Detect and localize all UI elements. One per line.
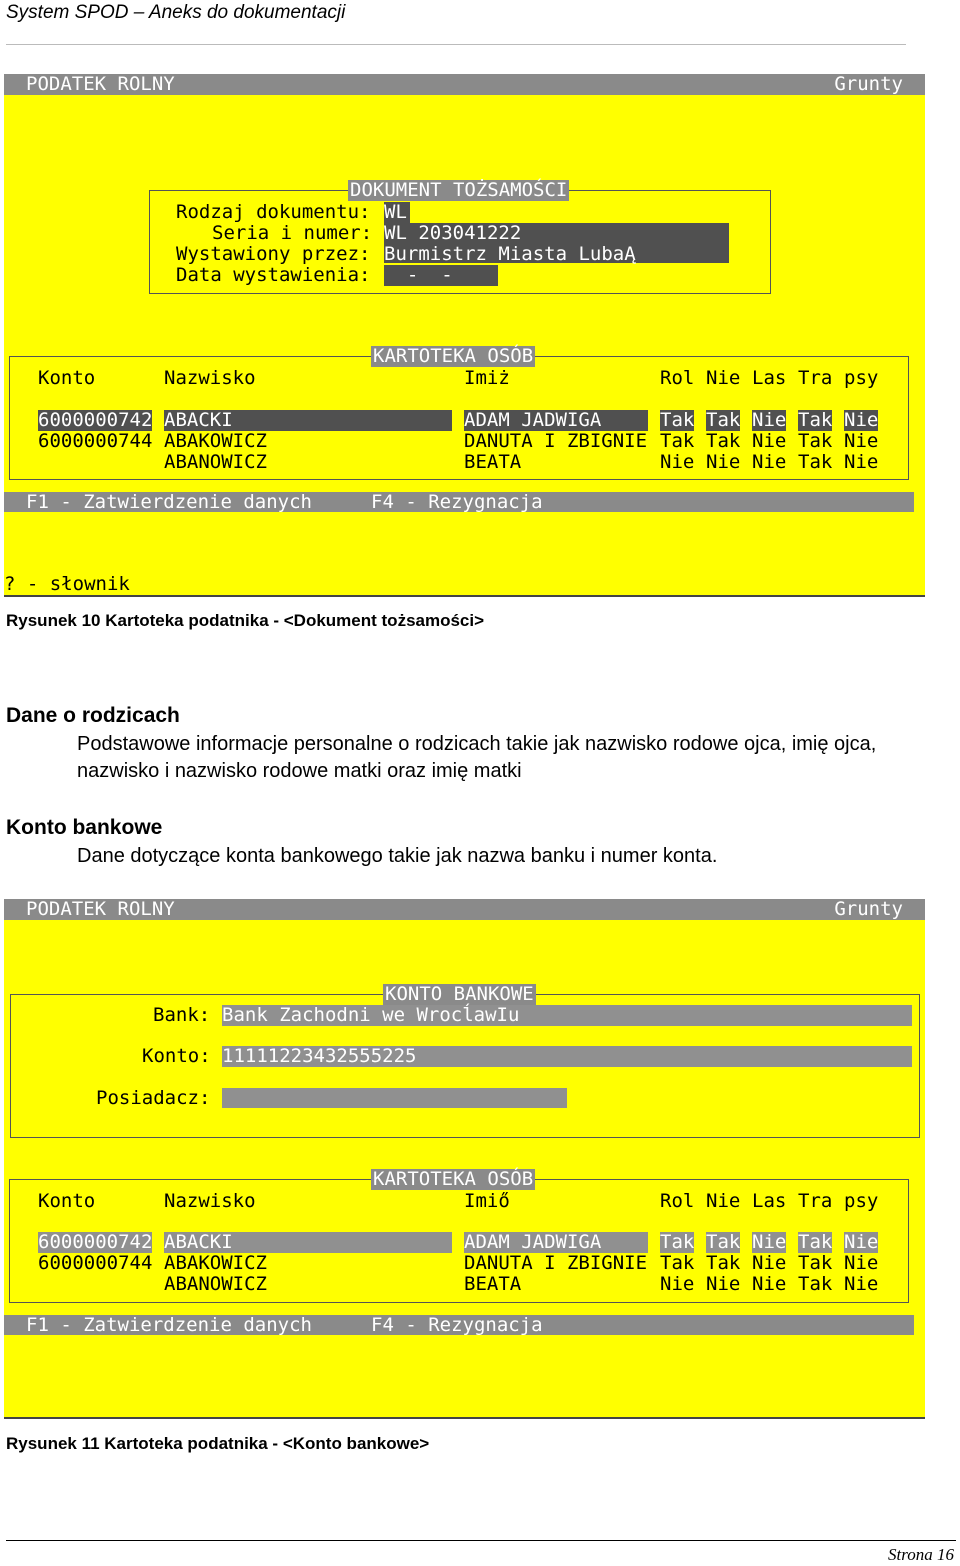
row1-nazwisko[interactable]: ABACKI xyxy=(164,410,452,431)
row1-imie[interactable]: ADAM JADWIGA xyxy=(464,410,648,431)
row3-flag-las[interactable]: Nie xyxy=(752,451,787,473)
col-psy: psy xyxy=(844,1190,879,1212)
row1-konto[interactable]: 6000000742 xyxy=(38,1231,153,1253)
row1-flag-tra[interactable]: Tak xyxy=(798,1231,833,1253)
section-heading-bank: Konto bankowe xyxy=(6,816,163,839)
bank-box-title: KONTO BANKOWE xyxy=(385,983,534,1005)
row2-flag-psy[interactable]: Nie xyxy=(844,430,879,452)
row2-flag-tra[interactable]: Tak xyxy=(798,430,833,452)
row1-flag-psy[interactable]: Nie xyxy=(844,1231,879,1253)
doc-issuer-field[interactable]: Burmistrz Miasta LubaĄ xyxy=(384,243,636,265)
doc-type-label: Rodzaj dokumentu: xyxy=(176,201,371,223)
doc-number-field[interactable]: WL 203041222 xyxy=(384,222,522,244)
function-key-bar xyxy=(4,492,914,512)
row3-flag-nie[interactable]: Nie xyxy=(706,1273,741,1295)
page-number: Strona 16 xyxy=(888,1545,954,1564)
row2-flag-psy[interactable]: Nie xyxy=(844,1252,879,1274)
row1-nazwisko[interactable]: ABACKI xyxy=(164,1232,452,1253)
screen1-bottom-border xyxy=(4,595,925,597)
document-box-title: DOKUMENT TOŻSAMOŚCI xyxy=(350,179,568,201)
row1-flag-las[interactable]: Nie xyxy=(752,1231,787,1253)
row3-flag-tra[interactable]: Tak xyxy=(798,451,833,473)
row3-flag-nie[interactable]: Nie xyxy=(706,451,741,473)
row2-flag-nie[interactable]: Tak xyxy=(706,1252,741,1274)
document-header: System SPOD – Aneks do dokumentacji xyxy=(6,2,346,23)
row2-konto[interactable]: 6000000744 xyxy=(38,430,153,452)
col-nazwisko: Nazwisko xyxy=(164,367,256,389)
app-title: PODATEK ROLNY xyxy=(26,898,175,920)
col-konto: Konto xyxy=(38,367,96,389)
app-title: PODATEK ROLNY xyxy=(26,73,175,95)
col-las: Las xyxy=(752,367,787,389)
owner-label: Posiadacz: xyxy=(96,1087,211,1109)
row2-imie[interactable]: DANUTA I ZBIGNIE xyxy=(464,1252,648,1274)
row3-flag-rol[interactable]: Nie xyxy=(660,1273,695,1295)
row3-imie[interactable]: BEATA xyxy=(464,1273,522,1295)
f1-confirm-key[interactable]: F1 - Zatwierdzenie danych xyxy=(26,491,312,513)
row3-flag-psy[interactable]: Nie xyxy=(844,1273,879,1295)
col-imie: Imiż xyxy=(464,367,510,389)
row3-flag-tra[interactable]: Tak xyxy=(798,1273,833,1295)
figure-caption-11: Rysunek 11 Kartoteka podatnika - <Konto bankowe> xyxy=(6,1434,430,1453)
app-title-bar xyxy=(4,899,925,920)
f4-cancel-key[interactable]: F4 - Rezygnacja xyxy=(371,491,543,513)
row1-flag-nie[interactable]: Tak xyxy=(706,1231,741,1253)
row1-flag-rol[interactable]: Tak xyxy=(660,409,695,431)
section-text-parents: Podstawowe informacje personalne o rodzicach takie jak nazwisko rodowe ojca, imię ojca, nazwisko i nazwisko rodowe matki oraz imię matki xyxy=(77,733,877,782)
row2-imie[interactable]: DANUTA I ZBIGNIE xyxy=(464,430,648,452)
row2-konto[interactable]: 6000000744 xyxy=(38,1252,153,1274)
col-las: Las xyxy=(752,1190,787,1212)
screen2-bottom-border xyxy=(4,1417,925,1419)
account-label: Konto: xyxy=(142,1045,211,1067)
terminal-screen-1 xyxy=(4,74,925,595)
owner-field[interactable] xyxy=(222,1088,567,1108)
row3-nazwisko[interactable]: ABANOWICZ xyxy=(164,1273,267,1295)
app-section: Grunty xyxy=(834,898,903,920)
account-field[interactable]: 11111223432555225 xyxy=(222,1046,912,1067)
col-nie: Nie xyxy=(706,1190,741,1212)
section-heading-parents: Dane o rodzicach xyxy=(6,704,180,727)
row3-flag-las[interactable]: Nie xyxy=(752,1273,787,1295)
f4-cancel-key[interactable]: F4 - Rezygnacja xyxy=(371,1314,543,1336)
row2-flag-rol[interactable]: Tak xyxy=(660,430,695,452)
col-rol: Rol xyxy=(660,1190,695,1212)
header-rule xyxy=(6,44,906,45)
col-psy: psy xyxy=(844,367,879,389)
app-section: Grunty xyxy=(834,73,903,95)
terminal-screen-2 xyxy=(4,899,925,1417)
row3-flag-rol[interactable]: Nie xyxy=(660,451,695,473)
row2-nazwisko[interactable]: ABAKOWICZ xyxy=(164,430,267,452)
col-tra: Tra xyxy=(798,367,833,389)
row1-flag-rol[interactable]: Tak xyxy=(660,1231,695,1253)
section-text-bank: Dane dotyczące konta bankowego takie jak nazwa banku i numer konta. xyxy=(77,845,718,867)
row1-flag-nie[interactable]: Tak xyxy=(706,409,741,431)
doc-type-field[interactable]: WL xyxy=(384,202,410,223)
row2-flag-nie[interactable]: Tak xyxy=(706,430,741,452)
row2-flag-las[interactable]: Nie xyxy=(752,430,787,452)
function-key-bar xyxy=(4,1315,914,1335)
row1-flag-tra[interactable]: Tak xyxy=(798,409,833,431)
col-tra: Tra xyxy=(798,1190,833,1212)
row3-nazwisko[interactable]: ABANOWICZ xyxy=(164,451,267,473)
row2-flag-rol[interactable]: Tak xyxy=(660,1252,695,1274)
figure-caption-10: Rysunek 10 Kartoteka podatnika - <Dokument tożsamości> xyxy=(6,611,485,630)
doc-issuer-label: Wystawiony przez: xyxy=(176,243,371,265)
col-rol: Rol xyxy=(660,367,695,389)
row1-flag-psy[interactable]: Nie xyxy=(844,409,879,431)
dictionary-hint: ? - słownik xyxy=(4,573,130,595)
bank-label: Bank: xyxy=(153,1004,211,1026)
col-nazwisko: Nazwisko xyxy=(164,1190,256,1212)
row3-flag-psy[interactable]: Nie xyxy=(844,451,879,473)
doc-date-label: Data wystawienia: xyxy=(176,264,371,286)
row2-flag-las[interactable]: Nie xyxy=(752,1252,787,1274)
row1-flag-las[interactable]: Nie xyxy=(752,409,787,431)
app-title-bar xyxy=(4,74,925,95)
col-imie: Imiő xyxy=(464,1190,510,1212)
doc-date-field[interactable]: - - xyxy=(384,265,498,286)
col-konto: Konto xyxy=(38,1190,96,1212)
row2-nazwisko[interactable]: ABAKOWICZ xyxy=(164,1252,267,1274)
footer-rule xyxy=(6,1540,956,1541)
kartoteka-box-title: KARTOTEKA OSÓB xyxy=(373,345,534,367)
bank-field[interactable]: Bank Zachodni we WrocĺawIu xyxy=(222,1005,912,1026)
row1-konto[interactable]: 6000000742 xyxy=(38,409,153,431)
doc-number-label: Seria i numer: xyxy=(212,222,373,244)
col-nie: Nie xyxy=(706,367,741,389)
row3-imie[interactable]: BEATA xyxy=(464,451,522,473)
kartoteka-box-title: KARTOTEKA OSÓB xyxy=(373,1168,534,1190)
row2-flag-tra[interactable]: Tak xyxy=(798,1252,833,1274)
row1-imie[interactable]: ADAM JADWIGA xyxy=(464,1232,648,1253)
f1-confirm-key[interactable]: F1 - Zatwierdzenie danych xyxy=(26,1314,312,1336)
